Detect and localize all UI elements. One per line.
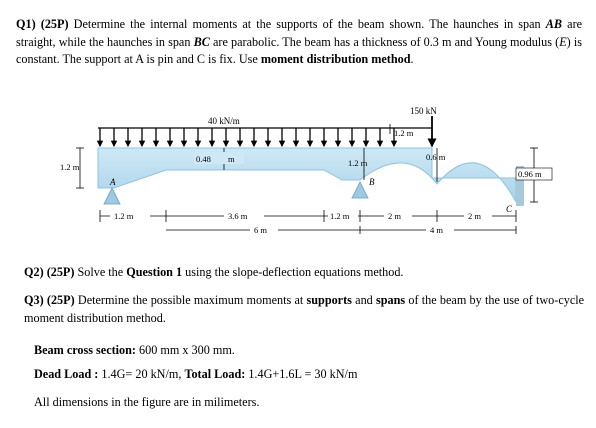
- q1-points: (25P): [40, 17, 69, 31]
- beam-cross-section: [34, 342, 594, 360]
- total-load-value: 1.4G+1.6L = 30 kN/m: [248, 367, 358, 381]
- beam-section-value: 600 mm x 300 mm.: [139, 343, 235, 357]
- q1-text-4: ) is constant. The support at A is pin and C is fix. Use: [16, 34, 582, 66]
- dim-bottom-6: 6 m: [254, 225, 267, 235]
- q1-end: .: [410, 52, 414, 66]
- dim-1-2-mid: 1.2 m: [348, 158, 368, 168]
- q3-label: Q3): [24, 293, 44, 307]
- dim-bottom-1-2-a: 1.2 m: [114, 211, 134, 221]
- q2-label: Q2): [24, 265, 44, 279]
- dim-height-left: 1.2 m: [60, 162, 80, 172]
- beam-figure: [54, 104, 554, 249]
- q1-e-symbol: E: [559, 34, 567, 49]
- q1-span-ab: AB: [545, 17, 563, 31]
- dim-0-6: 0.6 m: [426, 152, 446, 162]
- dim-bottom-4: 4 m: [430, 225, 443, 235]
- q1-method: moment distribution method: [260, 52, 411, 66]
- q2-points: (25P): [46, 265, 75, 279]
- dead-load-label: Dead Load :: [34, 367, 99, 381]
- support-c-label: C: [506, 204, 513, 214]
- q1-text-2: are straight, while the haunches in span: [16, 17, 583, 49]
- q2-text-1: Solve the: [77, 265, 124, 279]
- q2-ref: Question 1: [126, 265, 183, 279]
- q1-label: Q1): [16, 17, 36, 31]
- q3-points: (25P): [46, 293, 75, 307]
- support-a-label: A: [110, 177, 116, 187]
- dim-0-48: 0.48: [196, 154, 211, 164]
- dim-0-96: 0.96 m: [518, 169, 542, 179]
- q1-text-1: Determine the internal moments at the supports of the beam shown. The haunches in span: [73, 17, 541, 31]
- q3-text-3: of the beam by the use of two-cycle moment distribution method.: [24, 293, 585, 325]
- dim-bottom-1-2-b: 1.2 m: [330, 211, 350, 221]
- support-b-label: B: [369, 177, 375, 187]
- q3-spans: spans: [376, 293, 406, 307]
- loads-line: [34, 366, 594, 384]
- q2-text-2: using the slope-deflection equations method.: [185, 265, 404, 279]
- question-3: [24, 292, 584, 327]
- q3-supports: supports: [306, 293, 352, 307]
- dim-bottom-2-a: 2 m: [388, 211, 401, 221]
- beam: [98, 148, 516, 202]
- dim-bottom-2-b: 2 m: [468, 211, 481, 221]
- question-1: [16, 16, 582, 69]
- total-load-label: Total Load:: [184, 367, 246, 381]
- dim-0-48-unit: m: [228, 154, 235, 164]
- support-a: [104, 188, 120, 204]
- point-load-label: 150 kN: [410, 106, 437, 116]
- q1-text-3: are parabolic. The beam has a thickness of 0.3 m and Young modulus (: [212, 34, 560, 49]
- beam-section-label: Beam cross section:: [34, 343, 136, 357]
- dimensions-note: All dimensions in the figure are in milimeters.: [34, 395, 260, 409]
- q3-text-2: and: [355, 293, 373, 307]
- q3-text-1: Determine the possible maximum moments at: [77, 293, 304, 307]
- distributed-load-label: 40 kN/m: [208, 116, 240, 126]
- dead-load-value: 1.4G= 20 kN/m,: [101, 367, 182, 381]
- dim-bottom-3-6: 3.6 m: [228, 211, 248, 221]
- q1-span-bc: BC: [193, 34, 210, 49]
- distributed-load-arrows: [98, 128, 432, 146]
- support-b: [352, 182, 368, 198]
- dim-1-2-top: 1.2 m: [394, 128, 414, 138]
- question-2: [24, 264, 584, 282]
